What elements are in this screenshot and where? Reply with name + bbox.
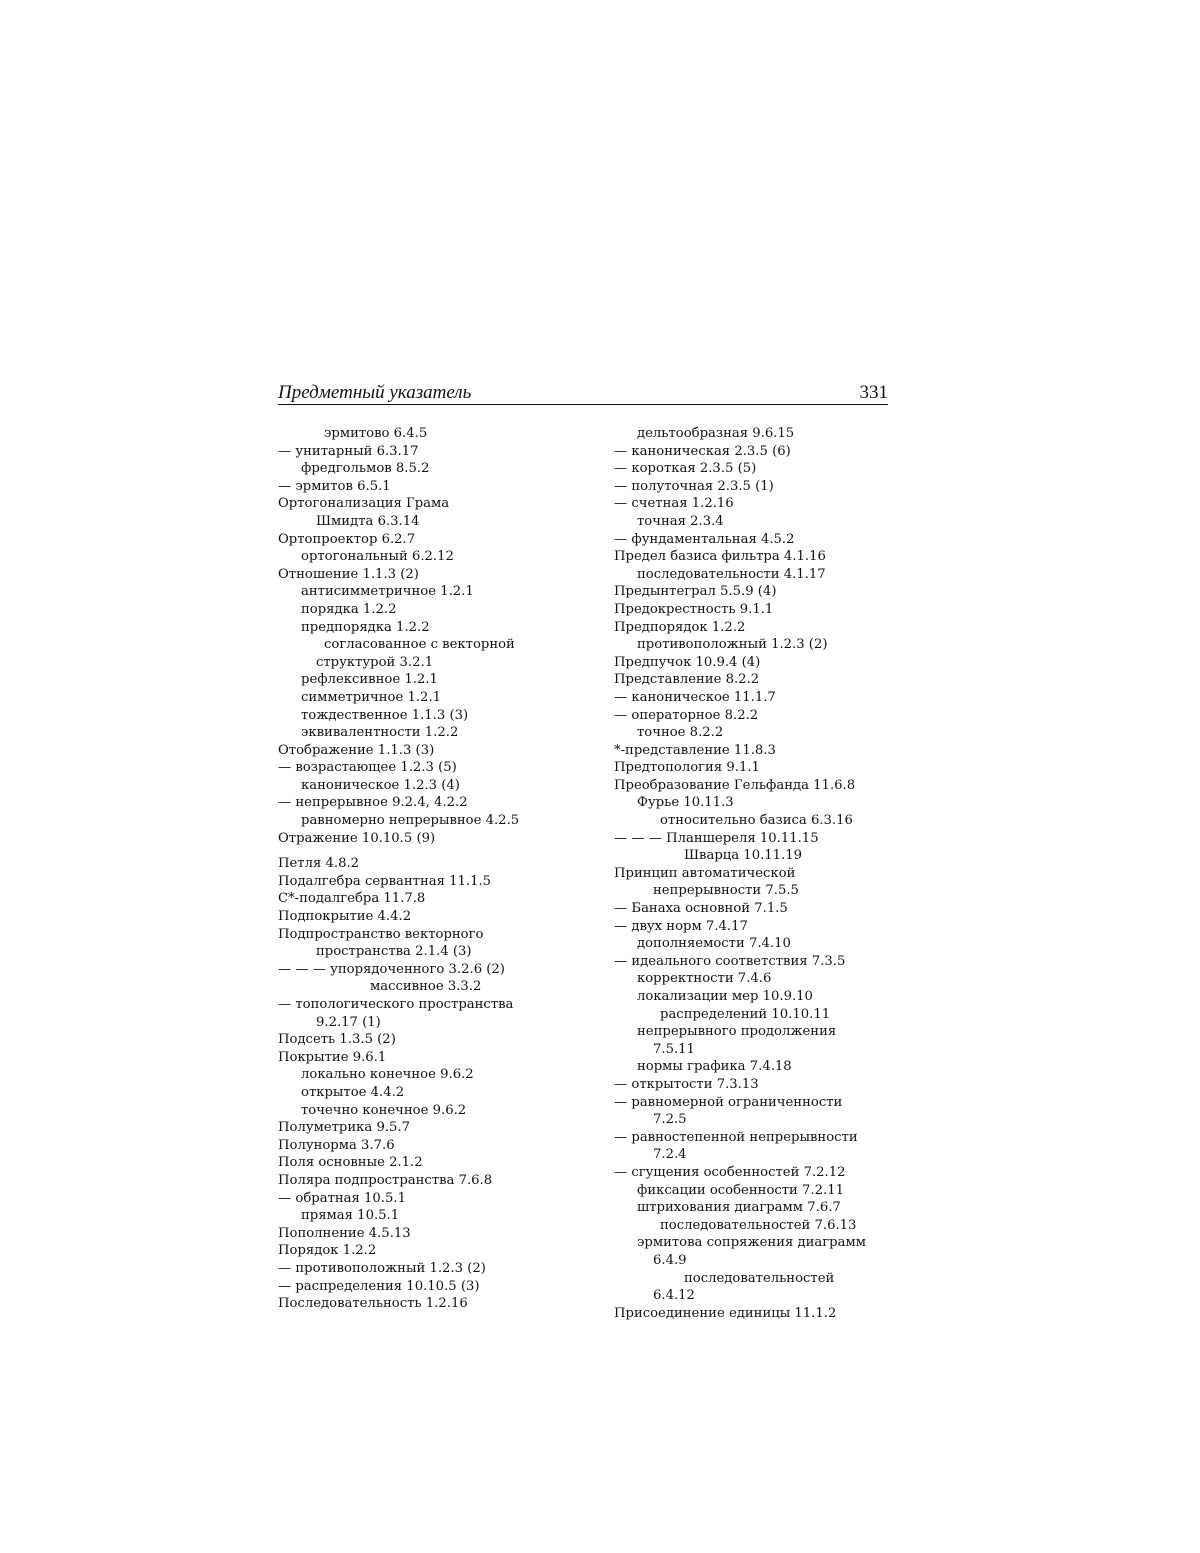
index-entry: предпорядка 1.2.2	[301, 619, 430, 635]
index-entry: каноническое 1.2.3 (4)	[301, 777, 460, 793]
index-entry: — каноническое 11.1.7	[614, 689, 776, 705]
index-entry: — распределения 10.10.5 (3)	[278, 1278, 480, 1294]
index-entry: Предокрестность 9.1.1	[614, 601, 774, 617]
index-entry: ортогональный 6.2.12	[301, 549, 454, 565]
index-entry: Шмидта 6.3.14	[316, 513, 420, 529]
letter-group-gap	[278, 847, 598, 855]
index-entry: — равностепенной непрерывности	[614, 1129, 858, 1145]
index-entry: — идеального соответствия 7.3.5	[614, 953, 846, 969]
index-entry: 7.5.11	[653, 1041, 695, 1057]
index-entry: структурой 3.2.1	[316, 654, 434, 670]
index-entry: Подпространство векторного	[278, 926, 484, 942]
page-header	[278, 382, 888, 405]
index-entry: эквивалентности 1.2.2	[301, 725, 459, 741]
index-entry: — эрмитов 6.5.1	[278, 478, 391, 494]
index-column-left	[278, 425, 598, 1313]
index-entry: последовательности 4.1.17	[637, 566, 826, 582]
index-entry: 7.2.4	[653, 1147, 687, 1163]
index-entry: 6.4.12	[653, 1288, 695, 1304]
index-entry: — — — упорядоченного 3.2.6 (2)	[278, 961, 505, 977]
index-entry: Принцип автоматической	[614, 865, 796, 881]
index-entry: непрерывного продолжения	[637, 1024, 837, 1040]
index-entry: штрихования диаграмм 7.6.7	[637, 1200, 841, 1216]
index-entry: — Банаха основной 7.1.5	[614, 901, 788, 917]
index-entry: Полуметрика 9.5.7	[278, 1120, 411, 1136]
index-entry: *-представление 11.8.3	[614, 742, 776, 758]
index-entry: — противоположный 1.2.3 (2)	[278, 1260, 486, 1276]
index-entry: Последовательность 1.2.16	[278, 1296, 468, 1312]
index-entry: Поля основные 2.1.2	[278, 1155, 423, 1171]
index-entry: последовательностей 7.6.13	[660, 1217, 857, 1233]
index-entry: точная 2.3.4	[637, 513, 724, 529]
index-entry: антисимметричное 1.2.1	[301, 584, 474, 600]
index-entry: прямая 10.5.1	[301, 1208, 400, 1224]
index-entry: Предпорядок 1.2.2	[614, 619, 746, 635]
index-entry: Предтопология 9.1.1	[614, 760, 760, 776]
index-entry: тождественное 1.1.3 (3)	[301, 707, 469, 723]
index-entry: эрмитова сопряжения диаграмм	[637, 1235, 866, 1251]
index-entry: относительно базиса 6.3.16	[660, 813, 853, 829]
index-entry: дельтообразная 9.6.15	[637, 426, 795, 441]
index-entry: Полунорма 3.7.6	[278, 1137, 395, 1153]
index-entry: — операторное 8.2.2	[614, 707, 759, 723]
index-entry: Подпокрытие 4.4.2	[278, 909, 412, 925]
index-entry: — каноническая 2.3.5 (6)	[614, 443, 791, 459]
index-entry: рефлексивное 1.2.1	[301, 672, 438, 688]
index-entry: 7.2.5	[653, 1112, 687, 1128]
index-entry: Отношение 1.1.3 (2)	[278, 566, 419, 582]
index-entry: Подалгебра сервантная 11.1.5	[278, 873, 492, 889]
index-entry: последовательностей	[684, 1270, 835, 1286]
index-entry: Отображение 1.1.3 (3)	[278, 742, 435, 758]
index-entry: — равномерной ограниченности	[614, 1094, 843, 1110]
index-entry: согласованное с векторной	[324, 637, 515, 653]
index-entry: Шварца 10.11.19	[684, 848, 803, 864]
index-entry: 6.4.9	[653, 1252, 687, 1268]
index-entry: Предел базиса фильтра 4.1.16	[614, 549, 826, 565]
index-entry: нормы графика 7.4.18	[637, 1059, 792, 1075]
index-entry: — фундаментальная 4.5.2	[614, 531, 795, 547]
index-entry: Представление 8.2.2	[614, 672, 760, 688]
index-entry: Пополнение 4.5.13	[278, 1225, 411, 1241]
index-entry: Отражение 10.10.5 (9)	[278, 830, 436, 846]
index-entry: Предынтеграл 5.5.9 (4)	[614, 584, 777, 600]
index-column-right	[614, 425, 914, 1322]
index-entry: — полуточная 2.3.5 (1)	[614, 478, 774, 494]
index-entry: равномерно непрерывное 4.2.5	[301, 813, 520, 829]
index-entry: Ортопроектор 6.2.7	[278, 531, 416, 547]
index-entry: корректности 7.4.6	[637, 971, 772, 987]
index-entry: пространства 2.1.4 (3)	[316, 944, 472, 960]
page-number: 331	[859, 382, 888, 403]
index-entry: — обратная 10.5.1	[278, 1190, 406, 1206]
index-entry: Преобразование Гельфанда 11.6.8	[614, 777, 856, 793]
index-entry: — открытости 7.3.13	[614, 1076, 759, 1092]
index-entry: — непрерывное 9.2.4, 4.2.2	[278, 795, 468, 811]
index-entry: Фурье 10.11.3	[637, 795, 734, 811]
running-title: Предметный указатель	[278, 382, 472, 403]
index-entry: 9.2.17 (1)	[316, 1014, 381, 1030]
index-entry: противоположный 1.2.3 (2)	[637, 637, 828, 653]
index-entry: непрерывности 7.5.5	[653, 883, 799, 899]
index-entry: Порядок 1.2.2	[278, 1243, 377, 1259]
index-entry: массивное 3.3.2	[370, 979, 482, 995]
index-entry: — сгущения особенностей 7.2.12	[614, 1164, 846, 1180]
index-entry: фредгольмов 8.5.2	[301, 461, 430, 477]
index-entry: дополняемости 7.4.10	[637, 936, 791, 952]
index-entry: точечно конечное 9.6.2	[301, 1102, 467, 1118]
index-entry: — — — Планшереля 10.11.15	[614, 830, 819, 846]
index-entry: Подсеть 1.3.5 (2)	[278, 1032, 396, 1048]
index-entry: Присоединение единицы 11.1.2	[614, 1305, 837, 1321]
index-entry: — короткая 2.3.5 (5)	[614, 461, 757, 477]
index-entry: симметричное 1.2.1	[301, 689, 442, 705]
index-entry: — счетная 1.2.16	[614, 496, 734, 512]
index-entry: порядка 1.2.2	[301, 601, 397, 617]
index-entry: — возрастающее 1.2.3 (5)	[278, 760, 457, 776]
index-entry: — двух норм 7.4.17	[614, 918, 748, 934]
index-entry: Поляра подпространства 7.6.8	[278, 1172, 493, 1188]
index-entry: открытое 4.4.2	[301, 1084, 405, 1100]
index-entry: Предпучок 10.9.4 (4)	[614, 654, 761, 670]
index-entry: точное 8.2.2	[637, 725, 724, 741]
index-entry: локально конечное 9.6.2	[301, 1067, 474, 1083]
index-entry: Покрытие 9.6.1	[278, 1049, 387, 1065]
index-entry: локализации мер 10.9.10	[637, 989, 813, 1004]
index-entry: фиксации особенности 7.2.11	[637, 1182, 844, 1198]
index-entry: C*-подалгебра 11.7.8	[278, 891, 426, 907]
index-entry: Ортогонализация Грама	[278, 496, 450, 512]
index-entry: — топологического пространства	[278, 997, 514, 1012]
index-entry: эрмитово 6.4.5	[324, 426, 428, 441]
index-entry: — унитарный 6.3.17	[278, 443, 419, 459]
index-entry: распределений 10.10.11	[660, 1006, 831, 1022]
index-entry: Петля 4.8.2	[278, 856, 360, 872]
